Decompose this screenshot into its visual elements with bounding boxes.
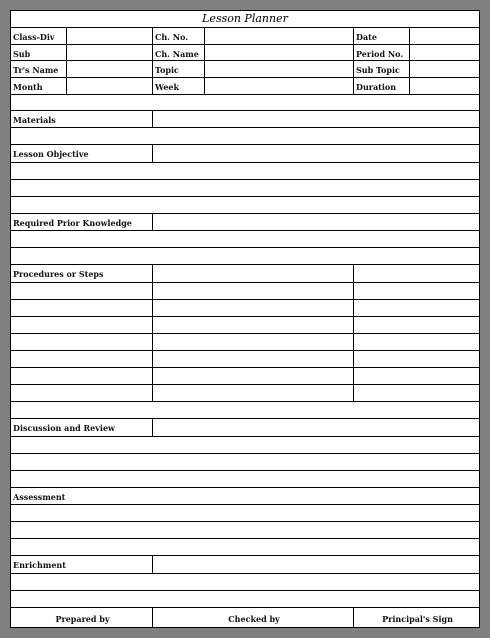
sub-topic-label: Sub Topic: [354, 61, 410, 77]
procedures-row: [11, 265, 479, 283]
materials-blank-row[interactable]: [11, 128, 479, 145]
ch-no-label: Ch. No.: [153, 28, 205, 44]
procedure-step-row: [11, 351, 479, 368]
objective-line-3[interactable]: [11, 197, 479, 214]
procedure-step-cell[interactable]: [11, 351, 153, 367]
procedure-step-row: [11, 368, 479, 385]
procedure-step-cell[interactable]: [11, 368, 153, 384]
ch-name-label: Ch. Name: [153, 45, 205, 60]
procedure-step-cell[interactable]: [153, 368, 354, 384]
class-div-field[interactable]: [67, 28, 153, 44]
class-div-label: Class-Div: [11, 28, 67, 44]
procedure-step-cell[interactable]: [11, 300, 153, 316]
spacer-row: [11, 95, 479, 111]
discussion-field[interactable]: [153, 419, 479, 436]
procedure-step-cell[interactable]: [354, 368, 479, 384]
procedure-step-row: [11, 317, 479, 334]
duration-field[interactable]: [410, 78, 479, 94]
materials-row: [11, 111, 479, 128]
procedure-step-cell[interactable]: [11, 317, 153, 333]
procedure-step-cell[interactable]: [11, 385, 153, 401]
lesson-objective-field[interactable]: [153, 145, 479, 162]
procedure-step-cell[interactable]: [354, 300, 479, 316]
lesson-planner-sheet: [10, 10, 480, 628]
header-row-2: [11, 45, 479, 61]
teacher-name-label: Tr's Name: [11, 61, 67, 77]
procedure-step-cell[interactable]: [354, 351, 479, 367]
lesson-objective-label: Lesson Objective: [11, 145, 153, 162]
discussion-line-1[interactable]: [11, 437, 479, 454]
procedure-step-cell[interactable]: [354, 334, 479, 350]
discussion-row: [11, 419, 479, 437]
discussion-line-3[interactable]: [11, 471, 479, 488]
procedure-step-cell[interactable]: [354, 317, 479, 333]
date-label: Date: [354, 28, 410, 44]
enrichment-line-1[interactable]: [11, 574, 479, 591]
ch-name-field[interactable]: [205, 45, 354, 60]
prior-knowledge-line-2[interactable]: [11, 248, 479, 265]
assessment-label: Assessment: [13, 492, 66, 502]
prior-knowledge-field[interactable]: [153, 214, 479, 230]
enrichment-label: Enrichment: [11, 556, 153, 573]
enrichment-line-2[interactable]: [11, 591, 479, 608]
assessment-line-1[interactable]: [11, 505, 479, 522]
checked-by-label: Checked by: [153, 608, 354, 627]
procedure-step-cell[interactable]: [153, 283, 354, 299]
procedures-side-field[interactable]: [354, 265, 479, 282]
ch-no-field[interactable]: [205, 28, 354, 44]
date-field[interactable]: [410, 28, 479, 44]
month-field[interactable]: [67, 78, 153, 94]
procedure-step-cell[interactable]: [153, 334, 354, 350]
procedure-step-cell[interactable]: [354, 385, 479, 401]
topic-field[interactable]: [205, 61, 354, 77]
procedure-step-row: [11, 283, 479, 300]
title-row: [11, 11, 479, 28]
period-no-field[interactable]: [410, 45, 479, 60]
duration-label: Duration: [354, 78, 410, 94]
month-label: Month: [11, 78, 67, 94]
procedures-blank-row[interactable]: [11, 402, 479, 419]
materials-label: Materials: [11, 111, 153, 127]
period-no-label: Period No.: [354, 45, 410, 60]
assessment-row: [11, 488, 479, 505]
assessment-line-2[interactable]: [11, 522, 479, 539]
materials-field[interactable]: [153, 111, 479, 127]
week-field[interactable]: [205, 78, 354, 94]
topic-label: Topic: [153, 61, 205, 77]
principal-sign-label: Principal's Sign: [382, 614, 453, 624]
header-row-3: [11, 61, 479, 78]
procedure-step-cell[interactable]: [153, 300, 354, 316]
prior-knowledge-line-1[interactable]: [11, 231, 479, 248]
procedure-step-cell[interactable]: [354, 283, 479, 299]
procedure-step-row: [11, 334, 479, 351]
procedures-label: Procedures or Steps: [11, 265, 153, 282]
teacher-name-field[interactable]: [67, 61, 153, 77]
enrichment-field[interactable]: [153, 556, 479, 573]
sub-topic-field[interactable]: [410, 61, 479, 77]
assessment-line-3[interactable]: [11, 539, 479, 556]
discussion-label: Discussion and Review: [11, 419, 153, 436]
prepared-by-label: Prepared by: [11, 608, 153, 627]
procedure-step-cell[interactable]: [11, 334, 153, 350]
header-row-4: [11, 78, 479, 95]
prior-knowledge-row: [11, 214, 479, 231]
objective-line-1[interactable]: [11, 163, 479, 180]
header-row-1: [11, 28, 479, 45]
enrichment-row: [11, 556, 479, 574]
procedure-step-row: [11, 385, 479, 402]
procedure-step-row: [11, 300, 479, 317]
discussion-line-2[interactable]: [11, 454, 479, 471]
procedure-step-cell[interactable]: [153, 385, 354, 401]
objective-line-2[interactable]: [11, 180, 479, 197]
sub-label: Sub: [11, 45, 67, 60]
page-title: Lesson Planner: [202, 12, 288, 25]
week-label: Week: [153, 78, 205, 94]
lesson-objective-row: [11, 145, 479, 163]
procedure-step-cell[interactable]: [11, 283, 153, 299]
sub-field[interactable]: [67, 45, 153, 60]
prior-knowledge-label: Required Prior Knowledge: [11, 214, 153, 230]
procedure-step-cell[interactable]: [153, 317, 354, 333]
procedures-field[interactable]: [153, 265, 354, 282]
procedure-step-cell[interactable]: [153, 351, 354, 367]
signature-row: [11, 608, 479, 627]
